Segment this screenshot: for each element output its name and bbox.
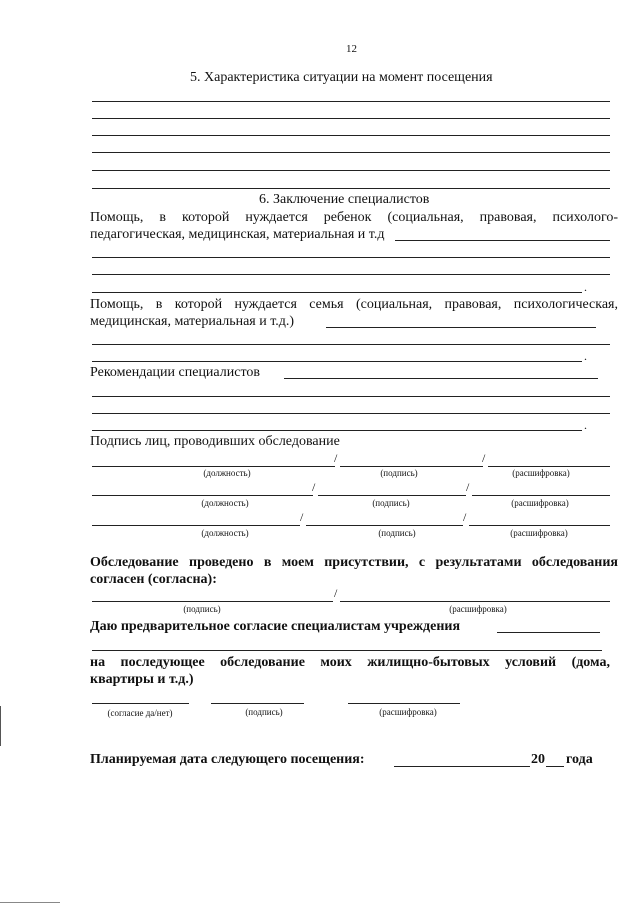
recommendations-field[interactable] bbox=[284, 378, 598, 379]
sig3-slash-2: / bbox=[463, 510, 467, 524]
recommendations-line-b[interactable] bbox=[92, 413, 610, 414]
page-number: 12 bbox=[346, 43, 357, 55]
section6-title: 6. Заключение специалистов bbox=[259, 192, 430, 207]
sig2-position-caption: (должность) bbox=[201, 498, 249, 508]
sig3-signature-caption: (подпись) bbox=[378, 528, 416, 538]
sig2-decoding-caption: (расшифровка) bbox=[511, 498, 569, 508]
child-help-line-a[interactable] bbox=[92, 257, 610, 258]
followup-signature-field[interactable] bbox=[211, 703, 304, 704]
sig3-position-caption: (должность) bbox=[201, 528, 249, 538]
prelim-consent-line[interactable] bbox=[92, 650, 602, 651]
followup-line1: на последующее обследование моих жилищно-бытовых условий (дома, bbox=[90, 655, 610, 670]
followup-decoding-field[interactable] bbox=[348, 703, 460, 704]
child-help-line1: Помощь, в которой нуждается ребенок (социальная, правовая, психолого- bbox=[90, 210, 618, 225]
sig3-signature-field[interactable] bbox=[306, 525, 463, 526]
prelim-consent-label: Даю предварительное согласие специалистам учреждения bbox=[90, 619, 461, 634]
sig2-signature-caption: (подпись) bbox=[372, 498, 410, 508]
signatures-label: Подпись лиц, проводивших обследование bbox=[90, 434, 340, 449]
family-help-line-a[interactable] bbox=[92, 344, 610, 345]
sig3-decoding-field[interactable] bbox=[469, 525, 610, 526]
child-help-field[interactable] bbox=[395, 240, 610, 241]
next-visit-year-prefix: 20 bbox=[531, 752, 545, 767]
family-help-line2: медицинская, материальная и т.д.) bbox=[90, 314, 295, 329]
yes-no-caption: (согласие да/нет) bbox=[107, 708, 173, 718]
child-help-period: . bbox=[584, 280, 587, 294]
sig1-signature-field[interactable] bbox=[340, 466, 483, 467]
next-visit-date-field[interactable] bbox=[394, 766, 530, 767]
followup-decoding-caption: (расшифровка) bbox=[379, 707, 437, 717]
followup-line2: квартиры и т.д.) bbox=[90, 672, 194, 687]
followup-signature-caption: (подпись) bbox=[245, 707, 283, 717]
family-help-line1: Помощь, в которой нуждается семья (социальная, правовая, психологическая, bbox=[90, 297, 618, 312]
next-visit-year-suffix: года bbox=[566, 752, 593, 767]
sig2-slash-1: / bbox=[312, 480, 316, 494]
consent-signature-caption: (подпись) bbox=[183, 604, 221, 614]
sig2-signature-field[interactable] bbox=[318, 495, 466, 496]
sig1-slash-1: / bbox=[334, 451, 338, 465]
prelim-consent-field[interactable] bbox=[497, 632, 600, 633]
sig3-slash-1: / bbox=[300, 510, 304, 524]
sig2-position-field[interactable] bbox=[92, 495, 313, 496]
sig1-position-caption: (должность) bbox=[203, 468, 251, 478]
sig1-decoding-field[interactable] bbox=[488, 466, 610, 467]
family-help-line-b[interactable] bbox=[92, 361, 582, 362]
consent-decoding-caption: (расшифровка) bbox=[449, 604, 507, 614]
section5-line-5[interactable] bbox=[92, 170, 610, 171]
scan-edge-mark bbox=[0, 706, 1, 746]
family-help-field[interactable] bbox=[326, 327, 596, 328]
sig2-decoding-field[interactable] bbox=[472, 495, 610, 496]
child-help-line-b[interactable] bbox=[92, 274, 610, 275]
section5-title: 5. Характеристика ситуации на момент посещения bbox=[190, 70, 493, 85]
consent-decoding-field[interactable] bbox=[340, 601, 610, 602]
section5-line-6[interactable] bbox=[92, 188, 610, 189]
section5-line-1[interactable] bbox=[92, 101, 610, 102]
recommendations-label: Рекомендации специалистов bbox=[90, 365, 260, 380]
sig3-decoding-caption: (расшифровка) bbox=[510, 528, 568, 538]
next-visit-label: Планируемая дата следующего посещения: bbox=[90, 752, 365, 767]
family-help-period: . bbox=[584, 349, 587, 363]
consent-signature-field[interactable] bbox=[92, 601, 333, 602]
sig1-slash-2: / bbox=[482, 451, 486, 465]
child-help-line-c[interactable] bbox=[92, 292, 582, 293]
scan-bottom-mark bbox=[0, 902, 60, 903]
consent-line2: согласен (согласна): bbox=[90, 572, 217, 587]
section5-line-3[interactable] bbox=[92, 135, 610, 136]
sig1-decoding-caption: (расшифровка) bbox=[512, 468, 570, 478]
recommendations-line-a[interactable] bbox=[92, 396, 610, 397]
section5-line-2[interactable] bbox=[92, 118, 610, 119]
consent-slash: / bbox=[334, 586, 338, 600]
recommendations-line-c[interactable] bbox=[92, 430, 582, 431]
consent-line1: Обследование проведено в моем присутствии, с результатами обследования bbox=[90, 555, 618, 570]
sig3-position-field[interactable] bbox=[92, 525, 300, 526]
section5-line-4[interactable] bbox=[92, 152, 610, 153]
next-visit-year-field[interactable] bbox=[546, 766, 564, 767]
sig1-signature-caption: (подпись) bbox=[380, 468, 418, 478]
yes-no-field[interactable] bbox=[92, 703, 189, 704]
child-help-line2: педагогическая, медицинская, материальная и т.д bbox=[90, 227, 385, 242]
sig2-slash-2: / bbox=[466, 480, 470, 494]
recommendations-period: . bbox=[584, 418, 587, 432]
sig1-position-field[interactable] bbox=[92, 466, 335, 467]
